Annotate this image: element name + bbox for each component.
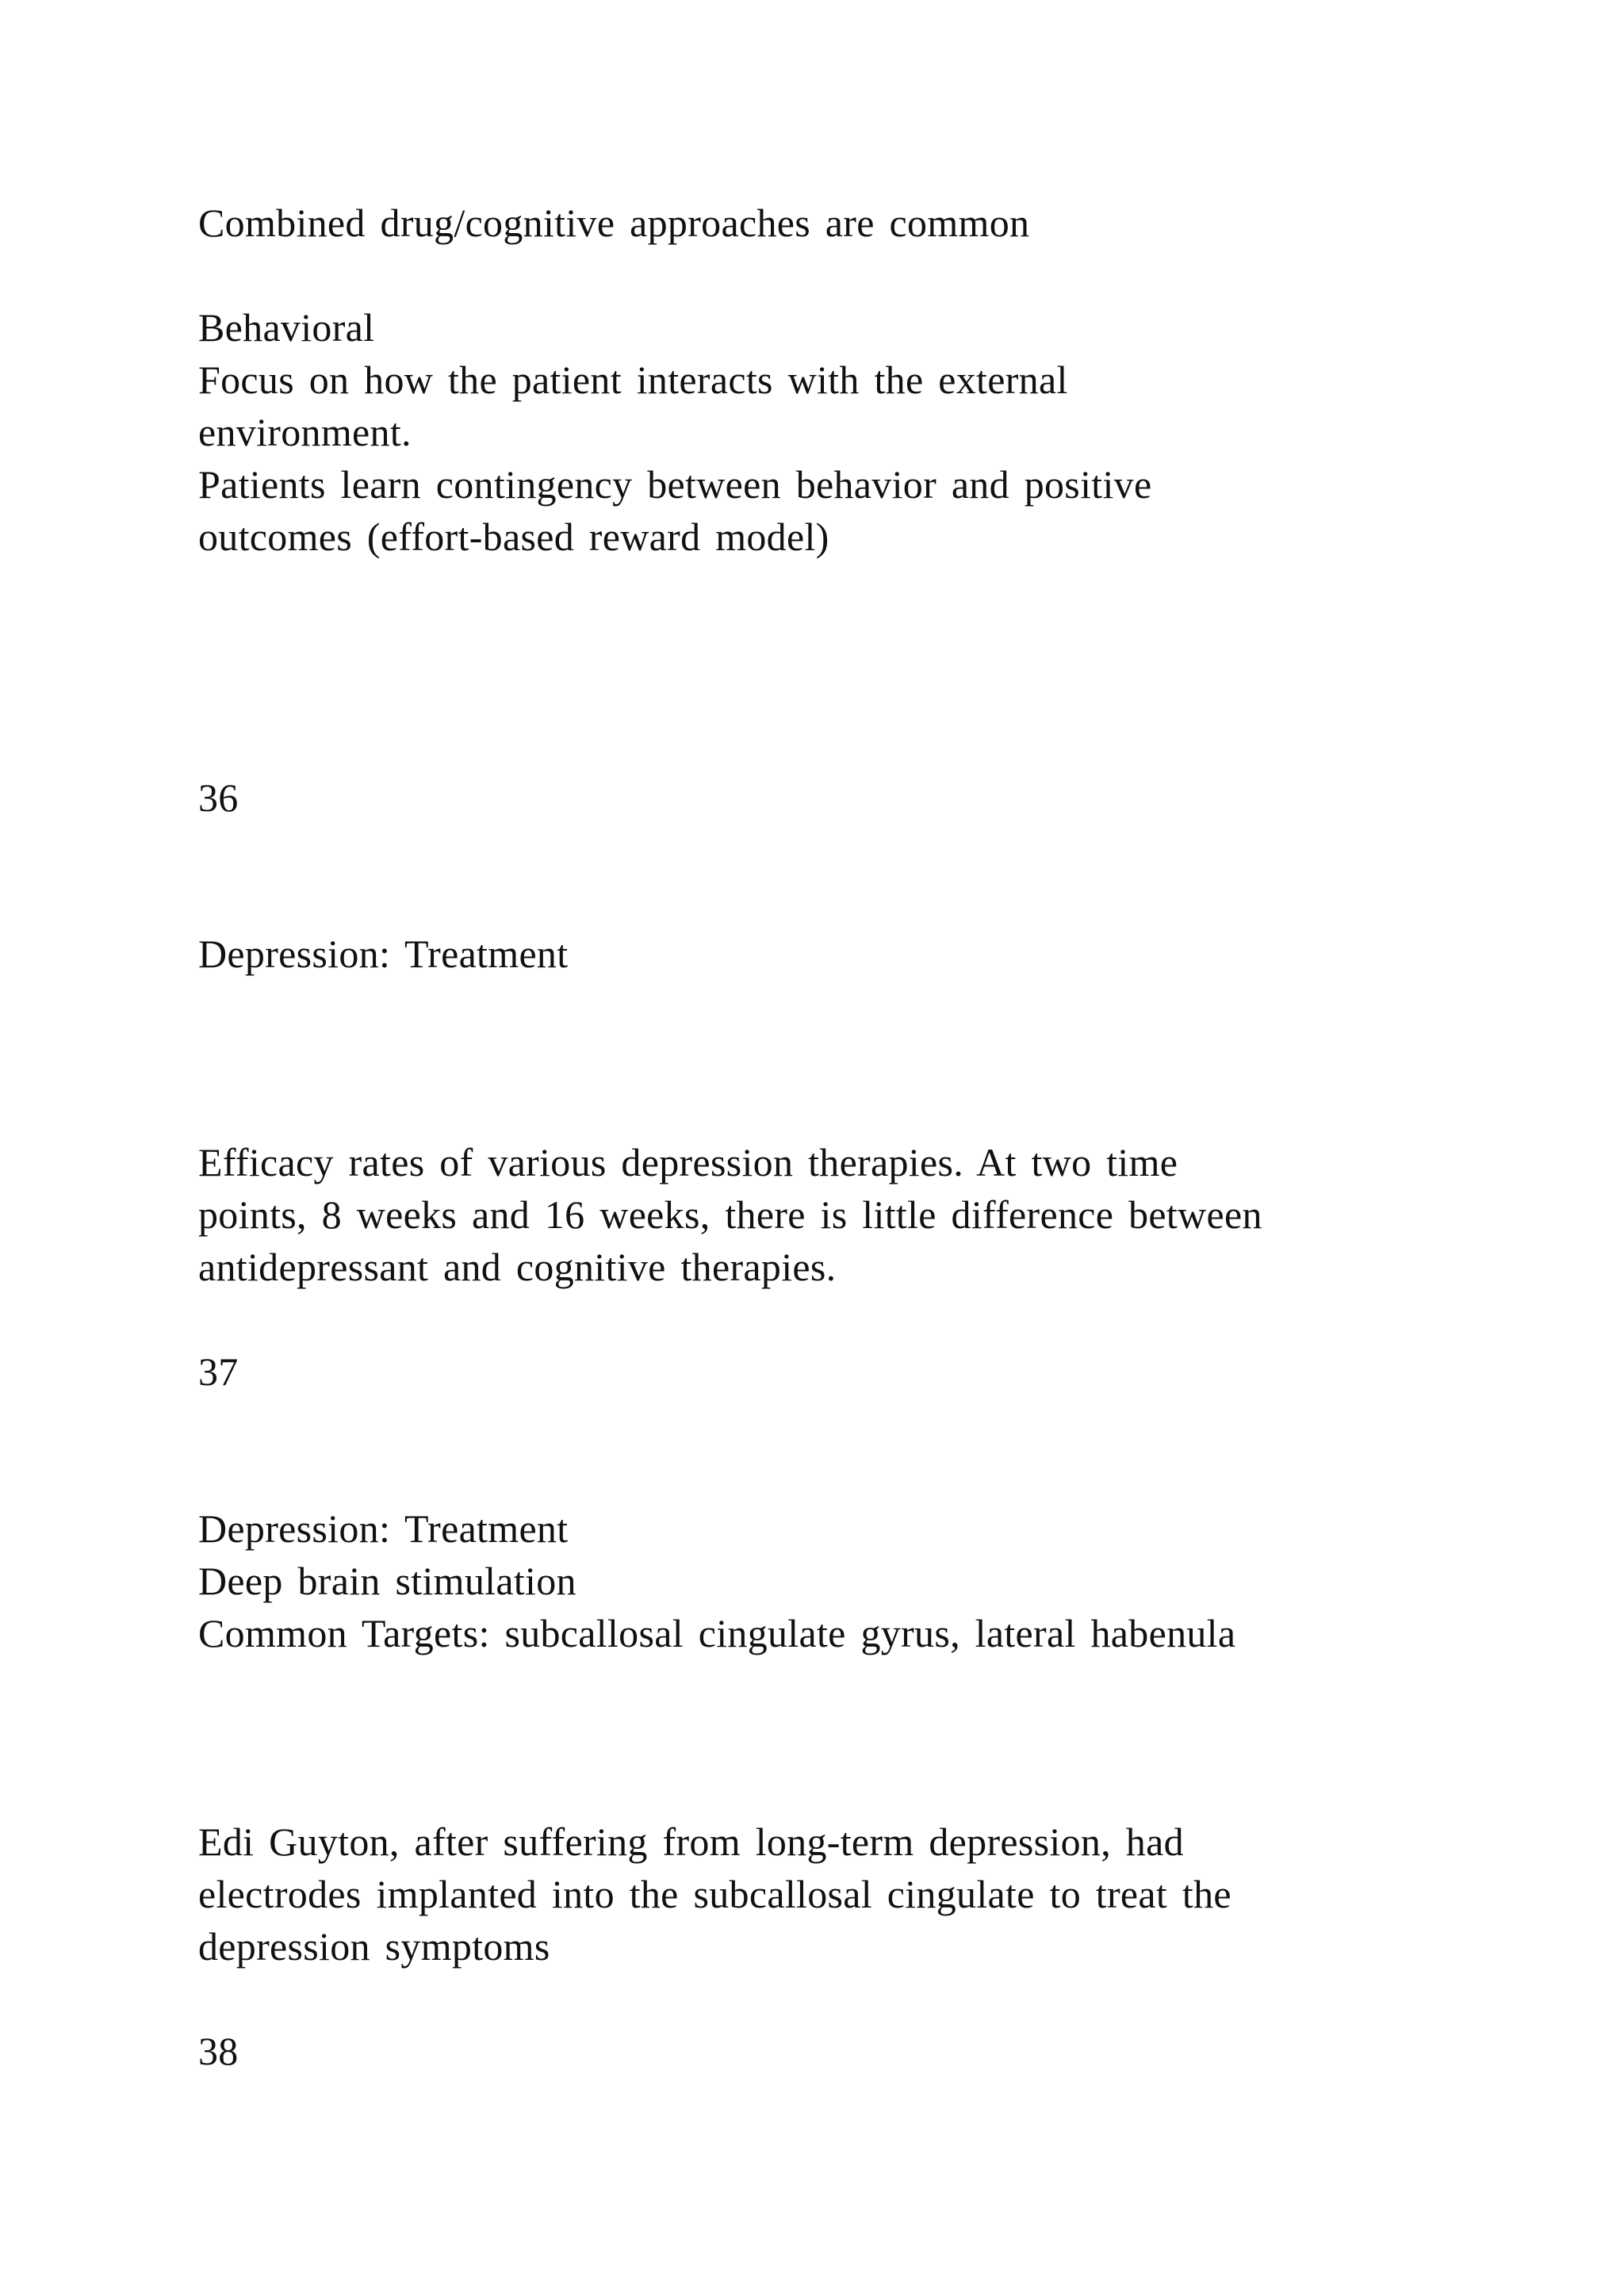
common-targets-line: Common Targets: subcallosal cingulate gyrus, lateral habenula — [198, 1611, 1236, 1655]
efficacy-text-line-2: points, 8 weeks and 16 weeks, there is little difference between — [198, 1192, 1262, 1237]
slide-number-36: 36 — [198, 775, 239, 820]
guyton-text-line-3: depression symptoms — [198, 1924, 550, 1969]
slide-number-37: 37 — [198, 1349, 239, 1394]
heading-behavioral: Behavioral — [198, 305, 375, 350]
behavioral-contingency-line-2: outcomes (effort-based reward model) — [198, 515, 829, 559]
efficacy-text-line-3: antidepressant and cognitive therapies. — [198, 1245, 837, 1289]
behavioral-focus-line-2: environment. — [198, 410, 412, 454]
behavioral-focus-line-1: Focus on how the patient interacts with the external — [198, 358, 1068, 402]
behavioral-contingency-line-1: Patients learn contingency between behavior and positive — [198, 462, 1152, 507]
efficacy-text-line-1: Efficacy rates of various depression therapies. At two time — [198, 1140, 1178, 1184]
guyton-text-line-2: electrodes implanted into the subcallosal cingulate to treat the — [198, 1872, 1231, 1916]
slide-number-38: 38 — [198, 2029, 239, 2073]
paragraph-combined-approaches: Combined drug/cognitive approaches are common — [198, 201, 1030, 245]
heading-depression-treatment: Depression: Treatment — [198, 932, 569, 976]
deep-brain-stimulation-line: Deep brain stimulation — [198, 1559, 576, 1603]
heading-depression-treatment-2: Depression: Treatment — [198, 1506, 569, 1551]
guyton-text-line-1: Edi Guyton, after suffering from long-term depression, had — [198, 1820, 1184, 1864]
